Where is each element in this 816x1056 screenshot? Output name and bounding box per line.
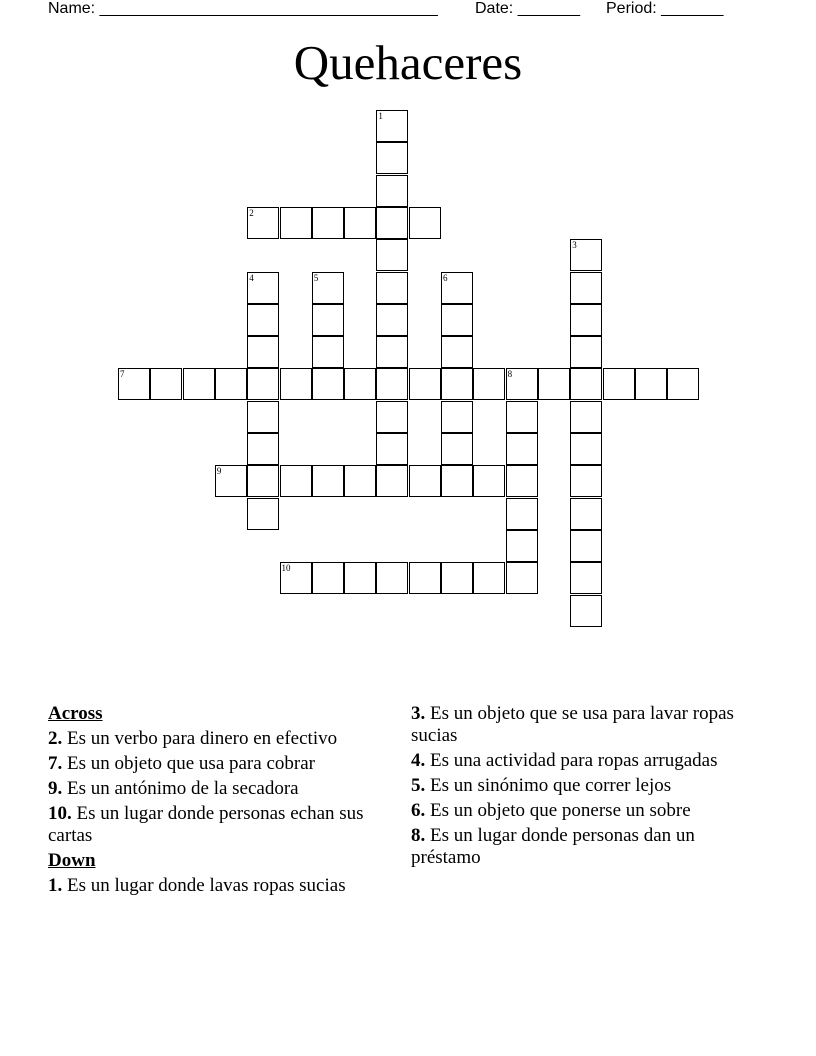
clue-item-text: Es un sinónimo que correr lejos [430, 775, 672, 796]
clue-item [411, 800, 751, 822]
grid-cell[interactable] [312, 336, 344, 368]
grid-cell[interactable] [441, 433, 473, 465]
grid-cell[interactable] [603, 368, 635, 400]
grid-cell[interactable] [376, 142, 408, 174]
clue-item-number: 2. [48, 728, 63, 749]
grid-cell[interactable] [570, 239, 602, 271]
clue-item [411, 825, 751, 869]
grid-cell[interactable] [344, 368, 376, 400]
grid-cell[interactable] [376, 433, 408, 465]
grid-cell[interactable] [441, 336, 473, 368]
grid-cell[interactable] [570, 336, 602, 368]
clue-number: 6 [443, 272, 448, 283]
clue-item-text: Es un objeto que se usa para lavar ropas sucias [411, 703, 734, 746]
grid-cell[interactable] [215, 465, 247, 497]
grid-cell[interactable] [570, 304, 602, 336]
clue-number: 5 [313, 272, 319, 283]
grid-cell[interactable] [506, 368, 538, 400]
clue-item-number: 5. [411, 775, 426, 796]
grid-cell[interactable] [441, 401, 473, 433]
down-clue-list-continued [411, 703, 751, 869]
grid-cell[interactable] [344, 465, 376, 497]
grid-cell[interactable] [376, 239, 408, 271]
grid-cell[interactable] [150, 368, 182, 400]
grid-cell[interactable] [312, 207, 344, 239]
clue-number: 1 [378, 111, 383, 121]
grid-cell[interactable] [344, 207, 376, 239]
grid-cell[interactable] [441, 562, 473, 594]
grid-cell[interactable] [247, 465, 279, 497]
grid-cell[interactable] [570, 562, 602, 594]
grid-cell[interactable] [376, 401, 408, 433]
grid-cell[interactable] [376, 368, 408, 400]
grid-cell[interactable] [667, 368, 699, 400]
clue-number: 7 [120, 369, 125, 380]
grid-cell[interactable] [280, 562, 312, 594]
grid-cell[interactable] [473, 562, 505, 594]
grid-cell[interactable] [247, 433, 279, 465]
clue-item-number: 6. [411, 800, 426, 821]
clue-item-number: 4. [411, 750, 426, 771]
grid-cell[interactable] [376, 175, 408, 207]
down-heading: Down [48, 850, 96, 871]
grid-cell[interactable] [409, 562, 441, 594]
clue-item [48, 875, 388, 897]
grid-cell[interactable] [376, 110, 408, 142]
grid-cell[interactable] [473, 465, 505, 497]
grid-cell[interactable] [473, 368, 505, 400]
clue-item-number: 3. [411, 703, 426, 724]
grid-cell[interactable] [506, 401, 538, 433]
grid-cell[interactable] [409, 465, 441, 497]
grid-cell[interactable] [409, 368, 441, 400]
across-heading: Across [48, 703, 103, 724]
clue-item [48, 803, 388, 847]
grid-cell[interactable] [376, 304, 408, 336]
grid-cell[interactable] [247, 304, 279, 336]
grid-cell[interactable] [247, 207, 279, 239]
grid-cell[interactable] [441, 465, 473, 497]
grid-cell[interactable] [312, 368, 344, 400]
grid-cell[interactable] [441, 304, 473, 336]
grid-cell[interactable] [376, 465, 408, 497]
clue-item-text: Es un verbo para dinero en efectivo [67, 728, 338, 749]
clue-item-number: 1. [48, 875, 63, 896]
clue-item [411, 703, 751, 747]
clue-item [48, 778, 388, 800]
name-field[interactable]: Name: ______________________________________ [48, 0, 438, 17]
clue-number: 2 [249, 207, 254, 218]
grid-cell[interactable] [570, 433, 602, 465]
grid-cell[interactable] [247, 401, 279, 433]
clue-number: 4 [249, 272, 254, 283]
clue-item [48, 753, 388, 775]
grid-cell[interactable] [506, 562, 538, 594]
page-title: Quehaceres [293, 35, 523, 90]
date-field[interactable]: Date: _______ [475, 0, 580, 17]
grid-cell[interactable] [441, 272, 473, 304]
grid-cell[interactable] [570, 272, 602, 304]
clues-left-column [48, 703, 388, 900]
clue-item-number: 7. [48, 753, 63, 774]
grid-cell[interactable] [376, 336, 408, 368]
grid-cell[interactable] [635, 368, 667, 400]
clue-item [48, 728, 388, 750]
clue-item-number: 8. [411, 825, 426, 846]
clue-number: 9 [216, 466, 222, 477]
grid-cell[interactable] [570, 368, 602, 400]
grid-cell[interactable] [312, 272, 344, 304]
clue-item-text: Es un objeto que usa para cobrar [67, 753, 315, 774]
clue-item-text: Es una actividad para ropas arrugadas [430, 750, 718, 771]
grid-cell[interactable] [312, 465, 344, 497]
grid-cell[interactable] [118, 368, 150, 400]
grid-cell[interactable] [247, 368, 279, 400]
grid-cell[interactable] [441, 368, 473, 400]
grid-cell[interactable] [506, 530, 538, 562]
clue-item-text: Es un objeto que ponerse un sobre [430, 800, 691, 821]
down-clue-list [48, 875, 388, 897]
grid-cell[interactable] [570, 465, 602, 497]
grid-cell[interactable] [312, 562, 344, 594]
clue-number: 3 [572, 240, 577, 251]
grid-cell[interactable] [570, 530, 602, 562]
clues-right-column [411, 703, 751, 872]
grid-cell[interactable] [538, 368, 570, 400]
clue-item [411, 750, 751, 772]
grid-cell[interactable] [280, 368, 312, 400]
clue-item-number: 10. [48, 803, 72, 824]
clue-item-text: Es un lugar donde personas echan sus cartas [48, 803, 364, 846]
clue-number: 10 [281, 563, 291, 574]
clue-item-text: Es un lugar donde lavas ropas sucias [67, 875, 346, 896]
grid-cell[interactable] [506, 465, 538, 497]
clue-number: 8 [507, 369, 513, 380]
grid-cell[interactable] [215, 368, 247, 400]
grid-cell[interactable] [312, 304, 344, 336]
grid-cell[interactable] [280, 207, 312, 239]
grid-cell[interactable] [506, 433, 538, 465]
period-field[interactable]: Period: _______ [606, 0, 724, 17]
grid-cell[interactable] [376, 272, 408, 304]
grid-cell[interactable] [247, 498, 279, 530]
grid-cell[interactable] [183, 368, 215, 400]
clue-item-number: 9. [48, 778, 63, 799]
across-clue-list [48, 728, 388, 847]
grid-cell[interactable] [247, 336, 279, 368]
grid-cell[interactable] [570, 401, 602, 433]
grid-cell[interactable] [280, 465, 312, 497]
grid-cell[interactable] [376, 207, 408, 239]
grid-cell[interactable] [247, 272, 279, 304]
clue-item [411, 775, 751, 797]
grid-cell[interactable] [506, 498, 538, 530]
grid-cell[interactable] [344, 562, 376, 594]
grid-cell[interactable] [376, 562, 408, 594]
grid-cell[interactable] [409, 207, 441, 239]
clue-item-text: Es un lugar donde personas dan un préstamo [411, 825, 695, 868]
clue-item-text: Es un antónimo de la secadora [67, 778, 299, 799]
grid-cell[interactable] [570, 595, 602, 627]
grid-cell[interactable] [570, 498, 602, 530]
